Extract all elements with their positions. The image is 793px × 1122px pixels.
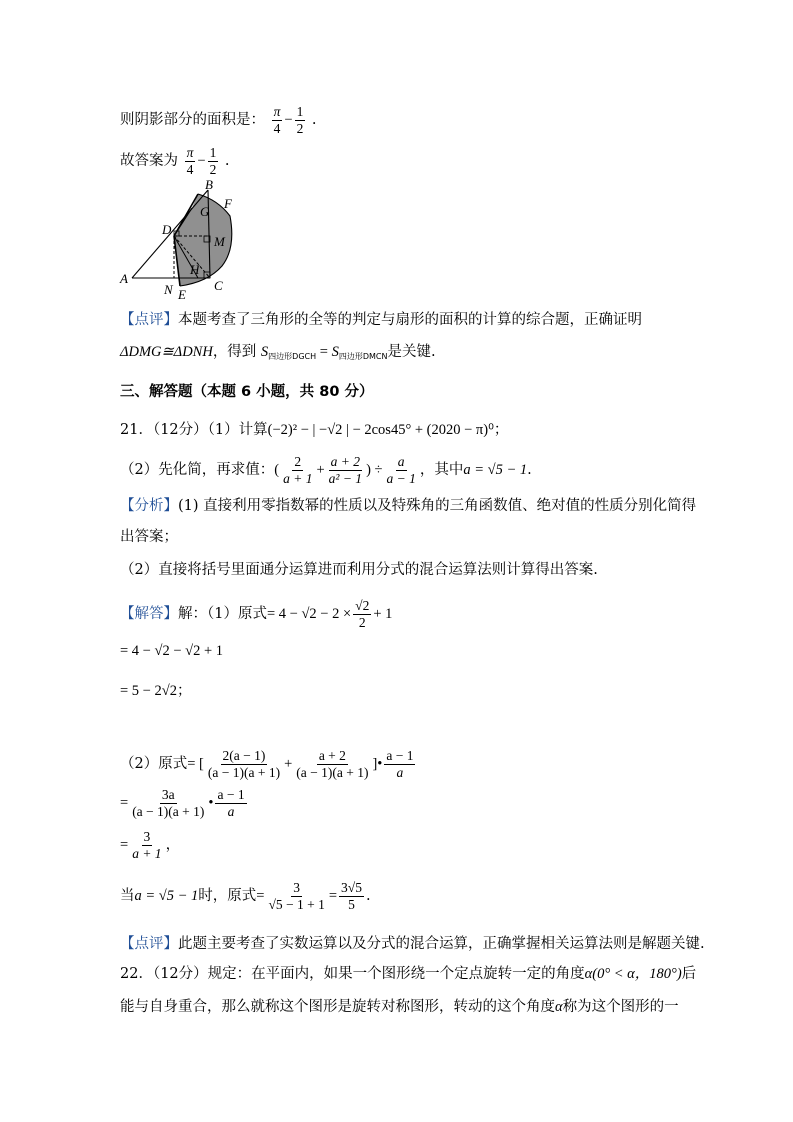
fraction: $\frac{a - 1}{a}$	[386, 748, 414, 780]
comment-tag: 【点评】	[120, 936, 178, 952]
fraction: $\frac{3}{a + 1}$	[132, 829, 162, 861]
comment-tag: 【点评】	[120, 312, 178, 328]
fraction: $\frac{3}{√5 - 1 + 1}$	[268, 880, 325, 912]
solution-line-2: = 4 − √2 − √2 + 1	[120, 643, 224, 659]
geometry-figure	[118, 178, 248, 300]
analysis-line-1: 【分析】(1) 直接利用零指数幂的性质以及特殊角的三角函数值、绝对值的性质分别化简得	[120, 498, 697, 514]
section-title: 三、解答题（本题 6 小题，共 80 分）	[120, 384, 374, 400]
area-result-line: 则阴影部分的面积是： $\frac{\pi}{4}$ − $\frac{1}{2}$ .	[120, 104, 317, 136]
analysis-line-2: 出答案；	[120, 529, 178, 545]
fraction: $\frac{a - 1}{a}$	[217, 787, 245, 819]
solution-line-3: = 5 − 2√2；	[120, 683, 192, 699]
fraction: $\frac{3a}{(a - 1)(a + 1)}$	[132, 787, 205, 819]
comment-line-1: 【点评】本题考查了三角形的全等的判定与扇形的面积的计算的综合题，正确证明	[120, 312, 642, 328]
solution-part2-line-3: = $\frac{3}{a + 1}$ ，	[120, 829, 181, 861]
fraction-one-half: $\frac{1}{2}$	[296, 104, 304, 136]
solution-line-1: 【解答】解：（1）原式= 4 − √2 − 2 × $\frac{√2}{2}$ + 1	[120, 598, 393, 630]
question-21-line-2: （2）先化简，再求值：( $\frac{2}{a + 1}$ + $\frac{a + 2}{\text{a² − 1}}$ ) ÷ $\frac{a}{a - 1}$ ，其中a = √5 − 1.	[120, 454, 532, 486]
label-D: D	[162, 222, 172, 237]
solution-substitution-line: 当a = √5 − 1时，原式= $\frac{3}{√5 - 1 + 1}$ = $\frac{3√5}{5}$ .	[120, 880, 371, 912]
solution-part2-line-2: = $\frac{3a}{(a - 1)(a + 1)}$ • $\frac{a - 1}{a}$	[120, 787, 245, 819]
fraction: $\frac{√2}{2}$	[355, 598, 370, 630]
label-G: G	[200, 204, 210, 219]
solution-part2-line-1: （2）原式= [ $\frac{2(a - 1)}{(a - 1)(a + 1)}$ + $\frac{a + 2}{(a - 1)(a + 1)}$ ]• $\frac{a - 1}{a}$	[120, 748, 414, 780]
fraction: $\frac{2(a - 1)}{(a - 1)(a + 1)}$	[207, 748, 281, 780]
analysis-tag: 【分析】	[120, 498, 178, 514]
fraction: $\frac{3√5}{5}$	[341, 880, 362, 912]
label-H: H	[190, 262, 200, 277]
fraction: $\frac{a + 2}{(a - 1)(a + 1)}$	[296, 748, 369, 780]
comment-line-2: ΔDMG≅ΔDNH，得到 $S_{四边形DGCH} = S_{四边形DMCN}$是关键.	[120, 344, 436, 361]
label-B: B	[205, 178, 213, 192]
label-C: C	[214, 278, 223, 293]
solution-tag: 【解答】	[120, 606, 178, 623]
question-21-line-1: 21．（12分）（1）计算(−2)² − | −√2 | − 2cos45° + (2020 − π)⁰；	[120, 422, 509, 438]
label-F: F	[224, 196, 232, 211]
fraction-one-half: $\frac{1}{2}$	[209, 145, 217, 177]
label-M: M	[214, 234, 225, 249]
analysis-line-3: （2）直接将括号里面通分运算进而利用分式的混合运算法则计算得出答案.	[120, 562, 598, 578]
fraction: $\frac{a}{a - 1}$	[386, 454, 416, 486]
fraction: $\frac{2}{a + 1}$	[283, 454, 313, 486]
label-E: E	[178, 287, 186, 300]
label-N: N	[164, 282, 173, 297]
label-A: A	[120, 271, 128, 286]
question-22-line-1: 22．（12分）规定：在平面内，如果一个图形绕一个定点旋转一定的角度α(0° < α，180°)后	[120, 966, 697, 982]
comment2-line: 【点评】此题主要考查了实数运算以及分式的混合运算，正确掌握相关运算法则是解题关键.	[120, 936, 705, 952]
fraction-pi-over-4: $\frac{\pi}{4}$	[186, 145, 194, 177]
fraction: $\frac{a + 2}{\text{a² − 1}}$	[328, 454, 363, 486]
fraction-pi-over-4: $\frac{\pi}{4}$	[273, 104, 281, 136]
answer-line: 故答案为 $\frac{\pi}{4}$ − $\frac{1}{2}$ .	[120, 145, 230, 177]
question-22-line-2: 能与自身重合，那么就称这个图形是旋转对称图形，转动的这个角度α称为这个图形的一	[120, 999, 679, 1015]
